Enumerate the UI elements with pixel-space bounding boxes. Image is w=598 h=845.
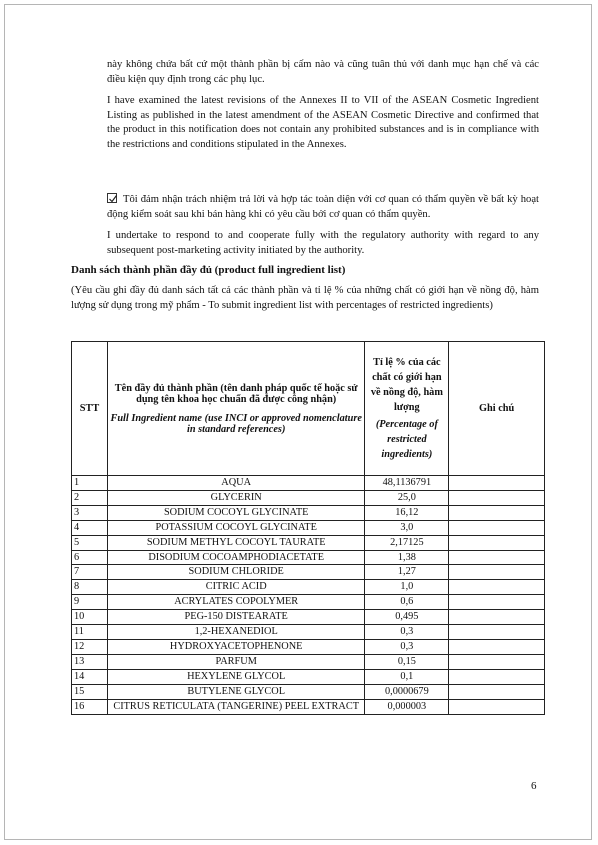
cell-stt: 1: [72, 476, 108, 491]
cell-percentage: 0,495: [365, 610, 449, 625]
cell-note: [449, 580, 545, 595]
cell-stt: 6: [72, 550, 108, 565]
en-undertake-text: I undertake to respond to and cooperate fully with the regulatory authority with regard to any subsequent post-marketing activity initiated by the authority.: [107, 230, 539, 256]
cell-stt: 15: [72, 684, 108, 699]
vn-undertake-text: Tôi đảm nhận trách nhiệm trả lời và hợp tác toàn diện với cơ quan có thẩm quyền về bất kỳ hoạt động kiểm soát sau khi bán hàng khi có yêu cầu bởi cơ quan có thẩm quyền.: [107, 194, 539, 220]
cell-percentage: 0,3: [365, 639, 449, 654]
cell-percentage: 3,0: [365, 520, 449, 535]
cell-percentage: 0,3: [365, 625, 449, 640]
cell-ingredient-name: HEXYLENE GLYCOL: [107, 669, 364, 684]
cell-percentage: 1,0: [365, 580, 449, 595]
cell-stt: 11: [72, 625, 108, 640]
cell-note: [449, 654, 545, 669]
cell-stt: 12: [72, 639, 108, 654]
cell-percentage: 2,17125: [365, 535, 449, 550]
table-row: [72, 654, 545, 669]
cell-note: [449, 625, 545, 640]
header-pct-vn: Tỉ lệ % của các chất có giới hạn về nồng độ, hàm lượng: [370, 357, 443, 413]
cell-note: [449, 684, 545, 699]
cell-ingredient-name: POTASSIUM COCOYL GLYCINATE: [107, 520, 364, 535]
ingredient-table: [71, 341, 545, 715]
cell-note: [449, 550, 545, 565]
table-row: [72, 476, 545, 491]
header-ingredient-name: [107, 342, 364, 476]
cell-note: [449, 639, 545, 654]
cell-percentage: 25,0: [365, 490, 449, 505]
cell-ingredient-name: BUTYLENE GLYCOL: [107, 684, 364, 699]
checkbox-checked-icon[interactable]: [107, 193, 117, 203]
table-row: [72, 684, 545, 699]
table-row: [72, 639, 545, 654]
cell-ingredient-name: SODIUM METHYL COCOYL TAURATE: [107, 535, 364, 550]
cell-ingredient-name: PARFUM: [107, 654, 364, 669]
cell-percentage: 1,27: [365, 565, 449, 580]
cell-note: [449, 505, 545, 520]
cell-stt: 14: [72, 669, 108, 684]
cell-note: [449, 535, 545, 550]
cell-stt: 13: [72, 654, 108, 669]
vn-commitment-text: này không chứa bất cứ một thành phần bị cấm nào và cũng tuân thủ với danh mục hạn chế và các điều kiện quy định trong các phụ lục.: [107, 59, 539, 85]
header-pct-en: (Percentage of restricted ingredients): [375, 419, 438, 460]
cell-ingredient-name: HYDROXYACETOPHENONE: [107, 639, 364, 654]
header-stt: STT: [72, 342, 108, 476]
cell-stt: 10: [72, 610, 108, 625]
table-row: [72, 520, 545, 535]
table-row: [72, 550, 545, 565]
table-row: [72, 699, 545, 714]
cell-stt: 4: [72, 520, 108, 535]
cell-stt: 16: [72, 699, 108, 714]
cell-stt: 7: [72, 565, 108, 580]
cell-note: [449, 476, 545, 491]
page-number: 6: [531, 780, 537, 792]
header-percentage: [365, 342, 449, 476]
cell-percentage: 0,0000679: [365, 684, 449, 699]
table-row: [72, 625, 545, 640]
cell-stt: 8: [72, 580, 108, 595]
cell-note: [449, 669, 545, 684]
table-row: [72, 669, 545, 684]
ingredient-list-note: (Yêu cầu ghi đầy đủ danh sách tất cả các thành phần và tỉ lệ % của những chất có giới hạn về nồng độ, hàm lượng sử dụng trong mỹ phẩm - To submit ingredient list with percentages of restricted ingredients): [71, 285, 539, 311]
undertake-vn-paragraph: [107, 193, 539, 222]
cell-percentage: 0,1: [365, 669, 449, 684]
cell-ingredient-name: PEG-150 DISTEARATE: [107, 610, 364, 625]
cell-percentage: 0,000003: [365, 699, 449, 714]
table-row: [72, 580, 545, 595]
cell-note: [449, 610, 545, 625]
cell-ingredient-name: ACRYLATES COPOLYMER: [107, 595, 364, 610]
ingredient-list-heading: Danh sách thành phần đầy đủ (product full ingredient list): [71, 264, 346, 276]
cell-stt: 3: [72, 505, 108, 520]
cell-ingredient-name: AQUA: [107, 476, 364, 491]
cell-percentage: 0,6: [365, 595, 449, 610]
cell-note: [449, 490, 545, 505]
cell-ingredient-name: CITRUS RETICULATA (TANGERINE) PEEL EXTRACT: [107, 699, 364, 714]
table-row: [72, 490, 545, 505]
cell-stt: 5: [72, 535, 108, 550]
cell-note: [449, 595, 545, 610]
table-row: [72, 595, 545, 610]
cell-ingredient-name: DISODIUM COCOAMPHODIACETATE: [107, 550, 364, 565]
cell-note: [449, 520, 545, 535]
ingredient-table-body: [72, 476, 545, 715]
cell-note: [449, 699, 545, 714]
cell-ingredient-name: CITRIC ACID: [107, 580, 364, 595]
table-row: [72, 505, 545, 520]
table-row: [72, 610, 545, 625]
header-note: Ghi chú: [449, 342, 545, 476]
cell-ingredient-name: GLYCERIN: [107, 490, 364, 505]
header-name-en: Full Ingredient name (use INCI or approved nomenclature in standard references): [110, 412, 362, 435]
cell-percentage: 48,1136791: [365, 476, 449, 491]
header-name-vn: Tên đầy đủ thành phần (tên danh pháp quốc tế hoặc sử dụng tên khoa học chuẩn đã được công nhận): [114, 382, 358, 405]
table-row: [72, 565, 545, 580]
en-commitment-text: I have examined the latest revisions of the Annexes II to VII of the ASEAN Cosmetic Ingredient Listing as published in the latest amendment of the ASEAN Cosmetic Directive and confirmed that the product in this notification does not contain any prohibited substances and is in compliance with the restrictions and conditions stipulated in the Annexes.: [107, 95, 539, 150]
cell-percentage: 16,12: [365, 505, 449, 520]
cell-note: [449, 565, 545, 580]
cell-stt: 2: [72, 490, 108, 505]
cell-percentage: 1,38: [365, 550, 449, 565]
table-header-row: [72, 342, 545, 476]
table-row: [72, 535, 545, 550]
cell-ingredient-name: SODIUM CHLORIDE: [107, 565, 364, 580]
cell-ingredient-name: SODIUM COCOYL GLYCINATE: [107, 505, 364, 520]
cell-percentage: 0,15: [365, 654, 449, 669]
cell-ingredient-name: 1,2-HEXANEDIOL: [107, 625, 364, 640]
cell-stt: 9: [72, 595, 108, 610]
